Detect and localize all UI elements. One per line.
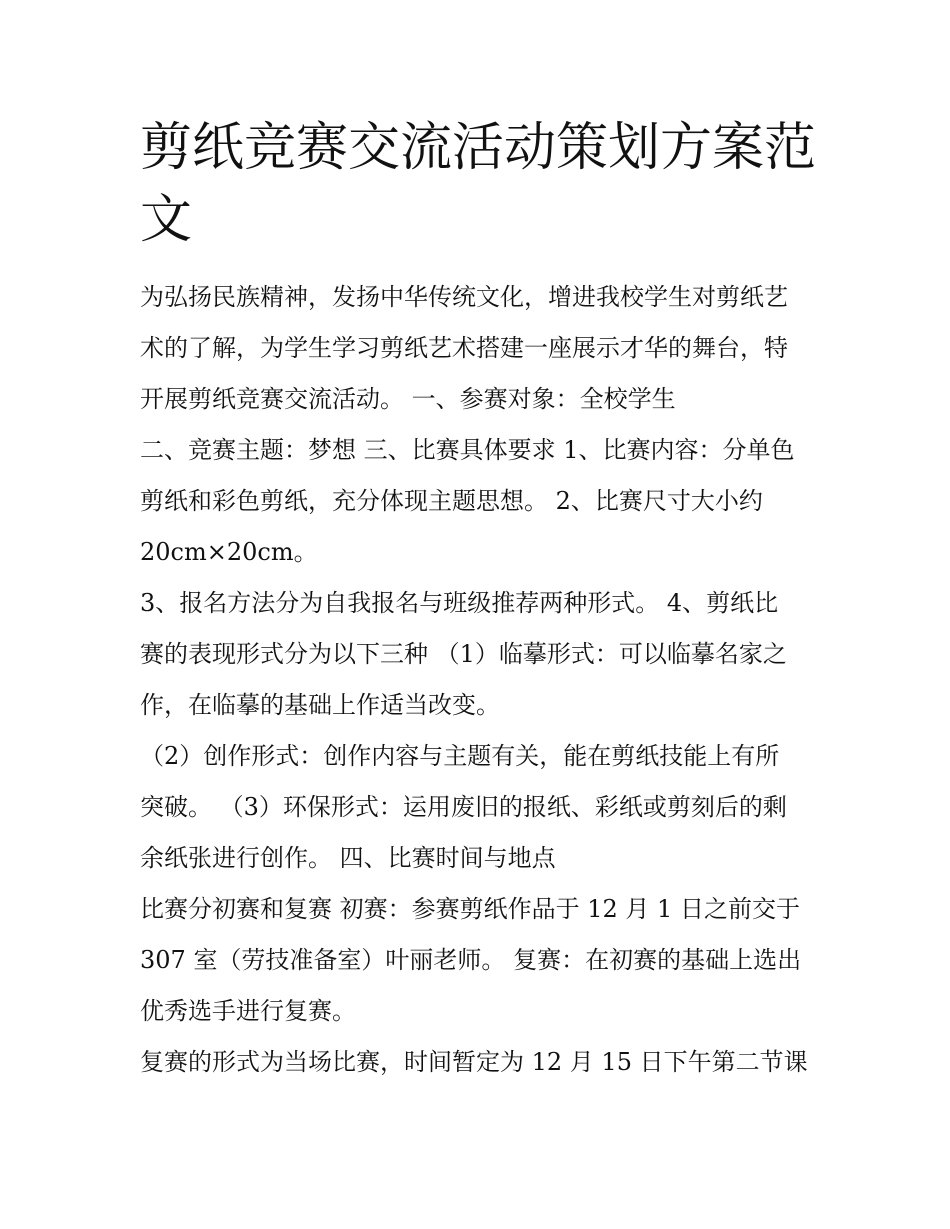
document-body [140, 272, 820, 1088]
body-line: 20cm×20cm。 [140, 538, 318, 566]
body-line: 突破。 （3）环保形式：运用废旧的报纸、彩纸或剪刻后的剩 [140, 793, 787, 821]
body-line: 3、报名方法分为自我报名与班级推荐两种形式。 4、剪纸比 [140, 589, 779, 617]
body-line: 作，在临摹的基础上作适当改变。 [140, 691, 500, 719]
title-line: 剪纸竞赛交流活动策划方案范 [140, 118, 817, 178]
body-line: 赛的表现形式分为以下三种 （1）临摹形式：可以临摹名家之 [140, 640, 787, 668]
body-line: 为弘扬民族精神，发扬中华传统文化，增进我校学生对剪纸艺 [140, 283, 788, 311]
document-title [140, 112, 820, 256]
body-line: 复赛的形式为当场比赛，时间暂定为 12 月 15 日下午第二节课 [140, 1048, 808, 1076]
body-line: 剪纸和彩色剪纸，充分体现主题思想。 2、比赛尺寸大小约 [140, 487, 763, 515]
body-line: 比赛分初赛和复赛 初赛：参赛剪纸作品于 12 月 1 日之前交于 [140, 895, 800, 923]
body-line: 余纸张进行创作。 四、比赛时间与地点 [140, 844, 556, 872]
body-line: （2）创作形式：创作内容与主题有关，能在剪纸技能上有所 [140, 742, 780, 770]
body-line: 307 室（劳技准备室）叶丽老师。 复赛：在初赛的基础上选出 [140, 946, 802, 974]
body-line: 优秀选手进行复赛。 [140, 997, 356, 1025]
title-line: 文 [140, 190, 193, 250]
body-line: 二、竞赛主题：梦想 三、比赛具体要求 1、比赛内容：分单色 [140, 436, 795, 464]
body-line: 开展剪纸竞赛交流活动。 一、参赛对象：全校学生 [140, 385, 676, 413]
body-line: 术的了解，为学生学习剪纸艺术搭建一座展示才华的舞台，特 [140, 334, 788, 362]
